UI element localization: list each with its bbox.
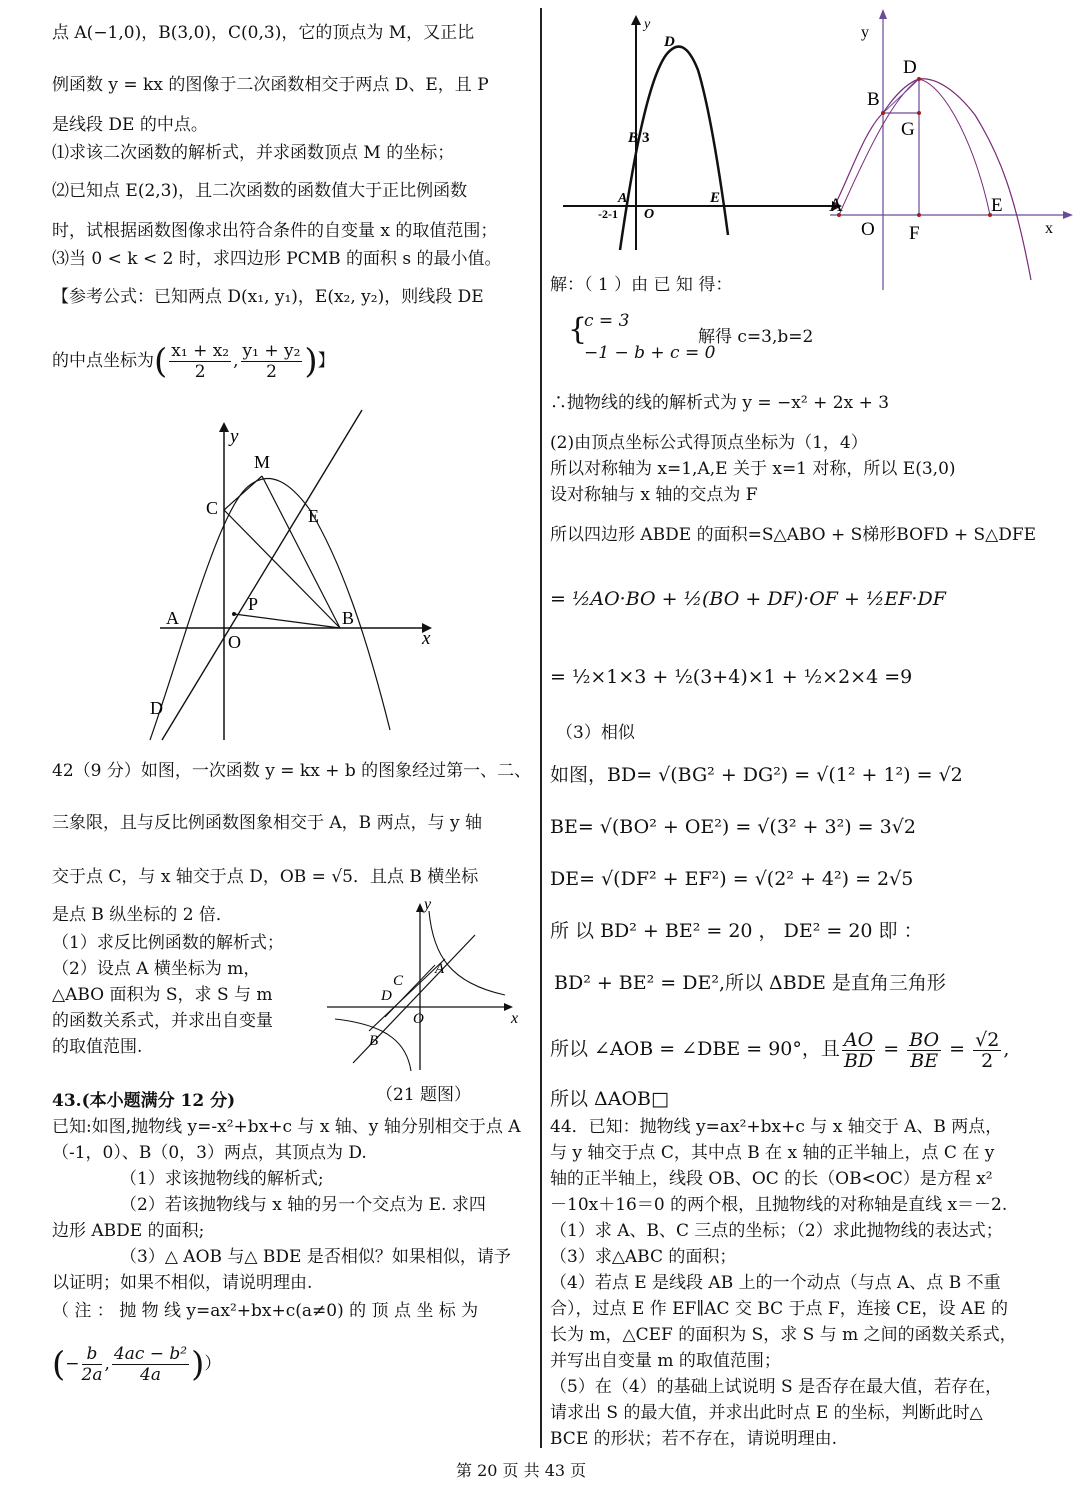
fig41-y-label: y <box>230 426 239 447</box>
fig42-label-C: C <box>393 973 404 989</box>
sol-part2-formula: = ½AO·BO + ½(BO + DF)·OF + ½EF·DF <box>550 588 946 610</box>
q44-line2: 与 y 轴交于点 C，其中点 B 在 x 轴的正半轴上，点 C 在 y <box>550 1143 995 1163</box>
fig42-y-label: y <box>424 896 432 913</box>
q42-line8: 的函数关系式，并求出自变量 <box>52 1011 273 1031</box>
q44-line1: 44．已知：抛物线 y=ax²+bx+c 与 x 轴交于 A、B 两点， <box>550 1117 1003 1137</box>
q41-part3: ⑶当 0 < k < 2 时，求四边形 PCMB 的面积 s 的最小值。 <box>52 249 502 269</box>
q43-part2b: 边形 ABDE 的面积; <box>52 1221 205 1241</box>
fig41-label-M: M <box>254 452 271 472</box>
fig43s-label-G: G <box>901 119 915 140</box>
fig43s-label-F: F <box>909 223 920 244</box>
q42-figure-caption: （21 题图） <box>376 1085 472 1105</box>
vertex-x-fraction: $\frac{b}{2a}$ <box>81 1344 103 1385</box>
q43-vertex-formula: (− $\frac{b}{2a}$ , $\frac{\text{4ac − b²}}{4a}$ )） <box>52 1344 222 1385</box>
fig42-x-label: x <box>511 1010 519 1027</box>
sol-part2-value: = ½×1×3 + ½(3+4)×1 + ½×2×4 =9 <box>550 666 913 688</box>
fig43s-x-label: x <box>1045 220 1053 237</box>
fig43s-y-label: y <box>861 24 869 41</box>
sol-solve: 解得 c=3,b=2 <box>698 327 814 347</box>
q41-reference-formula: 【参考公式：已知两点 D(x₁, y₁)，E(x₂, y₂)，则线段 DE <box>52 287 484 307</box>
fig41-label-O: O <box>228 632 241 652</box>
q43-part3b: 以证明；如果不相似，请说明理由. <box>52 1273 313 1293</box>
fig43-label-O: O <box>644 207 655 222</box>
sol-part2-area: 所以四边形 ABDE 的面积=S△ABO + S梯形BOFD + S△DFE <box>550 525 1037 545</box>
sol-angle-ratio: 所以 ∠AOB = ∠DBE = 90°，且 $\frac{AO}{BD}$ = $\frac{BO}{BE}$ = $\frac{√2}{2}$ , <box>550 1028 1010 1072</box>
q41-part2a: ⑵已知点 E(2,3)，且二次函数的函数值大于正比例函数 <box>52 181 468 201</box>
fig42-label-B: B <box>369 1033 379 1049</box>
q44-line5: （1）求 A、B、C 三点的坐标；（2）求此抛物线的表达式； <box>550 1221 1003 1241</box>
fig41-label-B: B <box>342 608 355 628</box>
q44-line13: BCE 的形状；若不存在，请说明理由. <box>550 1429 838 1449</box>
sol-part2-F: 设对称轴与 x 轴的交点为 F <box>550 485 758 505</box>
sol-intro: 解：（ 1 ）由 已 知 得： <box>550 275 733 295</box>
sol-similar: 所以 ΔAOB□ <box>550 1088 669 1110</box>
page-footer: 第 20 页 共 43 页 <box>456 1461 587 1480</box>
ratio-bo-be: $\frac{BO}{BE}$ <box>909 1028 940 1072</box>
midpoint-x-fraction: $\frac{\text{x₁ + x₂}}{2}$ <box>171 341 230 382</box>
q44-line7: （4）若点 E 是线段 AB 上的一个动点（与点 A、点 B 不重 <box>550 1273 1001 1293</box>
vertex-y-fraction: $\frac{\text{4ac − b²}}{4a}$ <box>113 1344 188 1385</box>
q42-line7: △ABO 面积为 S，求 S 与 m <box>52 985 273 1005</box>
q44-line9: 长为 m，△CEF 的面积为 S，求 S 与 m 之间的函数关系式， <box>550 1325 1017 1345</box>
fig43-label-3: 3 <box>642 130 650 146</box>
fig42-label-A: A <box>435 961 445 977</box>
q42-line6: （2）设点 A 横坐标为 m， <box>52 959 261 979</box>
q41-part2b: 时，试根据函数图像求出符合条件的自变量 x 的取值范围； <box>52 221 498 241</box>
fig43-label-D: D <box>664 34 675 50</box>
sol-de: DE= √(DF² + EF²) = √(2² + 4²) = 2√5 <box>550 868 914 890</box>
fig41-label-D: D <box>150 698 163 718</box>
fig43-label-A: A <box>618 191 628 206</box>
q42-figure <box>325 895 530 1075</box>
sol-eq2: −1 − b + c = 0 <box>584 343 716 363</box>
q43-title: 43.(本小题满分 12 分) <box>52 1091 236 1111</box>
ratio-sqrt2-2: $\frac{√2}{2}$ <box>975 1028 1000 1072</box>
q42-line9: 的取值范围. <box>52 1037 143 1057</box>
q44-line12: 请求出 S 的最大值，并求出此时点 E 的坐标，判断此时△ <box>550 1403 983 1423</box>
q43-part2a: （2）若该抛物线与 x 轴的另一个交点为 E. 求四 <box>120 1195 486 1215</box>
q41-part1: ⑴求该二次函数的解析式，并求函数顶点 M 的坐标； <box>52 143 455 163</box>
fig43-label-B: B <box>628 130 639 146</box>
ratio-ao-bd: $\frac{AO}{BD}$ <box>843 1028 874 1072</box>
fig43s-label-B: B <box>867 89 880 110</box>
q43-part1: （1）求该抛物线的解析式; <box>120 1169 324 1189</box>
sol-sum: 所 以 BD² + BE² = 20 ， DE² = 20 即 ： <box>550 920 923 942</box>
q42-line5: （1）求反比例函数的解析式； <box>52 933 284 953</box>
sol-part3: （3）相似 <box>556 723 635 743</box>
fig43-label-minus: -2-1 <box>598 207 618 221</box>
q44-line6: （3）求△ABC 的面积； <box>550 1247 737 1267</box>
fig43-label-E: E <box>710 190 721 206</box>
fig43s-label-O: O <box>861 219 875 240</box>
q42-line1: 42（9 分）如图，一次函数 y = kx + b 的图象经过第一、二、 <box>52 761 532 781</box>
midpoint-y-fraction: $\frac{\text{y₁ + y₂}}{2}$ <box>242 341 301 382</box>
q43-part3a: （3）△ AOB 与△ BDE 是否相似？如果相似，请予 <box>120 1247 511 1267</box>
q44-line3: 轴的正半轴上，线段 OB、OC 的长（OB<OC）是方程 x² <box>550 1169 993 1189</box>
sol-result: ∴抛物线的线的解析式为 y = −x² + 2x + 3 <box>550 393 890 413</box>
fig42-label-O: O <box>413 1011 424 1027</box>
sol-be: BE= √(BO² + OE²) = √(3² + 3²) = 3√2 <box>550 816 916 838</box>
q42-line3: 交于点 C，与 x 轴交于点 D，OB = √5．且点 B 横坐标 <box>52 867 479 887</box>
column-divider <box>540 8 542 1448</box>
fig41-label-P: P <box>248 594 259 614</box>
fig41-label-A: A <box>166 608 179 628</box>
fig41-label-E: E <box>308 506 319 526</box>
fig41-label-C: C <box>206 498 219 518</box>
fig43-y-label: y <box>644 17 651 32</box>
sol-eq1: c = 3 <box>584 311 630 331</box>
q44-line10: 并写出自变量 m 的取值范围； <box>550 1351 781 1371</box>
q43-line2: （-1，0）、B（0，3）两点，其顶点为 D. <box>52 1143 367 1163</box>
sol-part2-vertex: (2)由顶点坐标公式得顶点坐标为（1，4） <box>550 433 868 453</box>
fig43s-label-D: D <box>903 57 917 78</box>
q41-midpoint-formula: 的中点坐标为( $\frac{\text{x₁ + x₂}}{2}$ , $\frac{\text{y₁ + y₂}}{2}$ )】 <box>52 341 335 382</box>
q41-line3: 是线段 DE 的中点。 <box>52 115 208 135</box>
q41-figure <box>140 410 440 750</box>
q44-line8: 合），过点 E 作 EF∥AC 交 BC 于点 F，连接 CE，设 AE 的 <box>550 1299 1009 1319</box>
q43-line1: 已知:如图,抛物线 y=-x²+bx+c 与 x 轴、y 轴分别相交于点 A <box>52 1117 521 1137</box>
q44-line11: （5）在（4）的基础上试说明 S 是否存在最大值，若存在， <box>550 1377 1003 1397</box>
sol-bd: 如图，BD= √(BG² + DG²) = √(1² + 1²) = √2 <box>550 764 963 786</box>
q44-line4: －10x＋16＝0 的两个根，且抛物线的对称轴是直线 x＝－2. <box>550 1195 1008 1215</box>
sol-brace: { <box>568 312 588 347</box>
fig41-x-label: x <box>422 628 431 649</box>
sol-right-triangle: BD² + BE² = DE²,所以 ΔBDE 是直角三角形 <box>554 972 946 994</box>
midpoint-label: 的中点坐标为 <box>52 351 154 371</box>
q43-solution-figure <box>825 5 1080 295</box>
q42-line4: 是点 B 纵坐标的 2 倍． <box>52 905 233 925</box>
fig42-label-D: D <box>381 988 392 1004</box>
fig43s-label-A: A <box>829 195 843 216</box>
sol-part2-axis: 所以对称轴为 x=1,A,E 关于 x=1 对称，所以 E(3,0) <box>550 459 956 479</box>
q41-line2: 例函数 y = kx 的图像于二次函数相交于两点 D、E，且 P <box>52 75 489 95</box>
q41-line1: 点 A(−1,0)，B(3,0)，C(0,3)，它的顶点为 M，又正比 <box>52 23 475 43</box>
fig43s-label-E: E <box>991 195 1003 216</box>
q43-note: （ 注 ： 抛 物 线 y=ax²+bx+c(a≠0) 的 顶 点 坐 标 为 <box>52 1301 479 1321</box>
q43-graph-figure <box>558 10 848 260</box>
q42-line2: 三象限，且与反比例函数图象相交于 A，B 两点，与 y 轴 <box>52 813 482 833</box>
